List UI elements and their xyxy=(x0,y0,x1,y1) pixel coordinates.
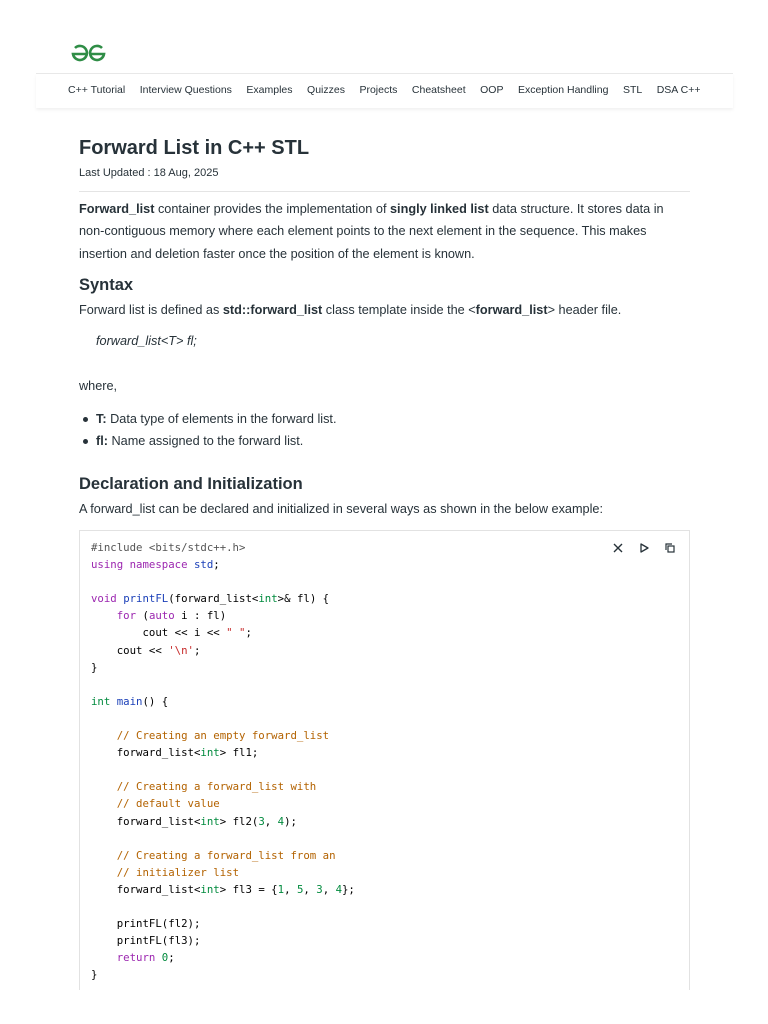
code-token: for xyxy=(116,609,137,623)
nav-items xyxy=(68,84,715,96)
code-token: return xyxy=(116,951,156,965)
intro-bold-2: singly linked list xyxy=(390,202,489,216)
code-token: 1 xyxy=(277,882,285,896)
nav-item[interactable]: DSA C++ xyxy=(656,84,701,96)
code-block xyxy=(79,530,690,990)
nav-item[interactable]: Cheatsheet xyxy=(411,84,466,96)
code-token: '\n' xyxy=(168,643,194,657)
code-token: 5 xyxy=(296,882,304,896)
syntax-paragraph xyxy=(79,299,690,321)
code-token: // Creating an empty forward_list xyxy=(116,729,330,743)
nav-item[interactable]: Projects xyxy=(359,84,398,96)
code-token: printFL xyxy=(123,592,169,606)
param-term: T: xyxy=(96,412,107,426)
top-bar xyxy=(36,0,733,74)
param-list xyxy=(79,408,336,452)
intro-bold-1: Forward_list xyxy=(79,202,155,216)
code-token: // Creating a forward_list with xyxy=(116,780,317,794)
code-toolbar xyxy=(611,541,677,555)
geeksforgeeks-logo[interactable] xyxy=(70,42,107,66)
code-content[interactable]: #include <bits/stdc++.h> using namespace std; void printFL(forward_list<int>& fl) { for (auto i : fl) cout << i << " "; cout << '\n'; } int main() { // Creating an empty forward_list forward_list<int> fl1; // Creating a forward_list with // default value forward_list<int> fl2(3, 4); // Creating a forward_list from an // initializer list forward_list<int> fl3 = {1, 5, 3, 4}; printFL(fl2); printFL(fl3); return 0; } xyxy=(91,541,355,982)
code-token: #include <bits/stdc++.h> xyxy=(91,541,246,554)
code-token: printFL(fl2); xyxy=(116,917,201,931)
code-token: (forward_list< xyxy=(168,592,259,606)
code-token: // default value xyxy=(116,797,220,811)
syntax-heading: Syntax xyxy=(79,276,134,294)
list-item xyxy=(79,408,336,430)
declaration-paragraph: A forward_list can be declared and initialized in several ways as shown in the below example: xyxy=(79,502,603,516)
code-token: // initializer list xyxy=(116,865,240,879)
syntax-text-3: > header file. xyxy=(547,303,622,317)
nav-item[interactable]: STL xyxy=(622,84,643,96)
code-token: // Creating a forward_list from an xyxy=(116,848,336,862)
param-desc: Data type of elements in the forward list. xyxy=(106,412,337,426)
close-icon[interactable] xyxy=(611,541,625,555)
syntax-bold-1: std::forward_list xyxy=(222,303,323,317)
code-token: cout << xyxy=(116,643,169,657)
article xyxy=(79,134,690,516)
list-item xyxy=(79,430,336,452)
code-token: int xyxy=(258,592,278,606)
nav-item[interactable]: Examples xyxy=(246,84,293,96)
intro-text-1: container provides the implementation of xyxy=(154,202,390,216)
category-nav xyxy=(36,74,733,108)
code-token: int xyxy=(200,814,220,828)
code-token: fl2( xyxy=(232,814,259,828)
code-token: 3 xyxy=(258,814,265,828)
run-icon[interactable] xyxy=(637,541,651,555)
code-token: fl1; xyxy=(232,746,259,760)
param-desc: Name assigned to the forward list. xyxy=(107,434,304,448)
code-token: printFL(fl3); xyxy=(116,934,201,948)
syntax-bold-2: forward_list xyxy=(475,303,548,317)
intro-paragraph xyxy=(79,198,690,265)
syntax-code: forward_list<T> fl; xyxy=(96,334,197,348)
code-token: std xyxy=(193,558,214,572)
code-token: void xyxy=(91,592,117,606)
code-token: int xyxy=(200,882,220,896)
nav-item[interactable]: OOP xyxy=(480,84,504,96)
code-token: 4 xyxy=(277,814,285,828)
intro-text-2: data structure. It stores data in non-contiguous memory where each element points to the next element in the sequence. This makes insertion and deletion faster once the position of the element is known. xyxy=(79,202,664,261)
page-title: Forward List in C++ STL xyxy=(79,137,310,159)
copy-icon[interactable] xyxy=(663,541,677,555)
declaration-heading: Declaration and Initialization xyxy=(79,475,303,493)
nav-item[interactable]: Interview Questions xyxy=(139,84,232,96)
code-token: 4 xyxy=(335,882,342,896)
nav-item[interactable]: C++ Tutorial xyxy=(68,84,126,96)
code-token: " " xyxy=(226,626,246,640)
where-label: where, xyxy=(79,379,118,393)
syntax-text-1: Forward list is defined as xyxy=(79,303,223,317)
code-token: int xyxy=(200,746,220,760)
last-updated: Last Updated : 18 Aug, 2025 xyxy=(79,167,219,179)
code-token: auto xyxy=(148,609,175,623)
syntax-text-2: class template inside the < xyxy=(322,303,476,317)
param-term: fl: xyxy=(96,434,108,448)
nav-item[interactable]: Quizzes xyxy=(307,84,345,96)
code-token: 0 xyxy=(161,951,169,965)
code-token: i : fl) xyxy=(174,609,227,623)
code-token: fl3 = { xyxy=(232,882,278,896)
code-token: >& fl) { xyxy=(277,592,330,606)
code-token: main xyxy=(116,694,143,708)
nav-item[interactable]: Exception Handling xyxy=(517,84,609,96)
code-token: int xyxy=(91,694,111,708)
code-token: cout << i << xyxy=(142,626,227,640)
divider xyxy=(79,191,690,192)
code-token: using namespace xyxy=(91,558,188,572)
code-token: 3 xyxy=(316,882,323,896)
